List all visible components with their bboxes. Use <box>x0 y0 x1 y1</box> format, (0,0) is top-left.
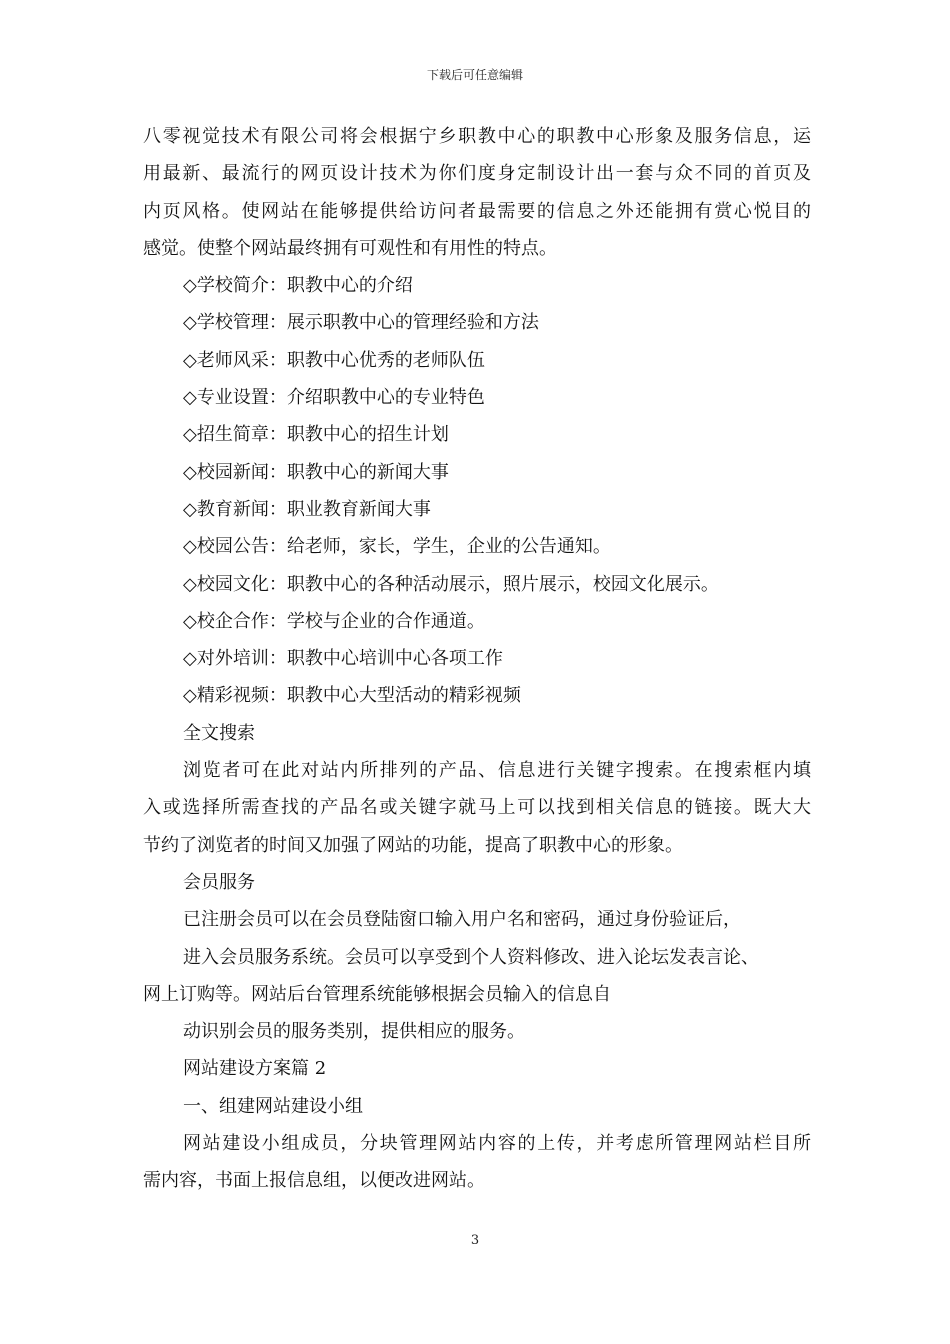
text-line: 进入会员服务系统。会员可以享受到个人资料修改、进入论坛发表言论、 <box>183 946 759 968</box>
text-line: ◇专业设置：介绍职教中心的专业特色 <box>183 387 485 409</box>
text-line: ◇学校简介：职教中心的介绍 <box>183 275 413 297</box>
text-line: 浏览者可在此对站内所排列的产品、信息进行关键字搜索。在搜索框内填 <box>183 760 811 782</box>
text-line: 八零视觉技术有限公司将会根据宁乡职教中心的职教中心形象及服务信息，运 <box>143 126 811 147</box>
text-line: ◇校企合作：学校与企业的合作通道。 <box>183 610 485 632</box>
text-line: 节约了浏览者的时间又加强了网站的功能，提高了职教中心的形象。 <box>143 834 683 856</box>
text-line: 已注册会员可以在会员登陆窗口输入用户名和密码，通过身份验证后， <box>183 909 741 931</box>
text-line: ◇校园新闻：职教中心的新闻大事 <box>183 461 449 483</box>
text-line: 需内容，书面上报信息组，以便改进网站。 <box>143 1170 485 1192</box>
page-number: 3 <box>470 1233 480 1248</box>
text-line: ◇校园公告：给老师，家长，学生，企业的公告通知。 <box>183 536 611 558</box>
text-line: ◇教育新闻：职业教育新闻大事 <box>183 498 431 520</box>
text-line: 感觉。使整个网站最终拥有可观性和有用性的特点。 <box>143 237 557 259</box>
text-line: 网站建设方案篇 2 <box>183 1058 327 1080</box>
text-line: ◇老师风采：职教中心优秀的老师队伍 <box>183 349 485 371</box>
text-line: 网上订购等。网站后台管理系统能够根据会员输入的信息自 <box>143 983 611 1005</box>
text-line: ◇招生简章：职教中心的招生计划 <box>183 424 449 446</box>
text-line: ◇学校管理：展示职教中心的管理经验和方法 <box>183 312 539 334</box>
text-line: 内页风格。使网站在能够提供给访问者最需要的信息之外还能拥有赏心悦目的 <box>143 200 811 222</box>
text-line: 会员服务 <box>183 871 255 893</box>
text-line: 全文搜索 <box>183 722 255 744</box>
text-line: ◇精彩视频：职教中心大型活动的精彩视频 <box>183 685 521 707</box>
text-line: ◇校园文化：职教中心的各种活动展示，照片展示，校园文化展示。 <box>183 573 719 595</box>
page-header: 下载后可任意编辑 <box>426 68 523 82</box>
text-line: ◇对外培训：职教中心培训中心各项工作 <box>183 648 503 670</box>
text-line: 入或选择所需查找的产品名或关键字就马上可以找到相关信息的链接。既大大 <box>143 797 811 819</box>
text-line: 动识别会员的服务类别，提供相应的服务。 <box>183 1021 525 1043</box>
text-line: 用最新、最流行的网页设计技术为你们度身定制设计出一套与众不同的首页及 <box>143 163 811 185</box>
document-body <box>143 118 811 1200</box>
text-line: 一、组建网站建设小组 <box>183 1095 363 1117</box>
text-line: 网站建设小组成员，分块管理网站内容的上传，并考虑所管理网站栏目所 <box>183 1133 811 1155</box>
